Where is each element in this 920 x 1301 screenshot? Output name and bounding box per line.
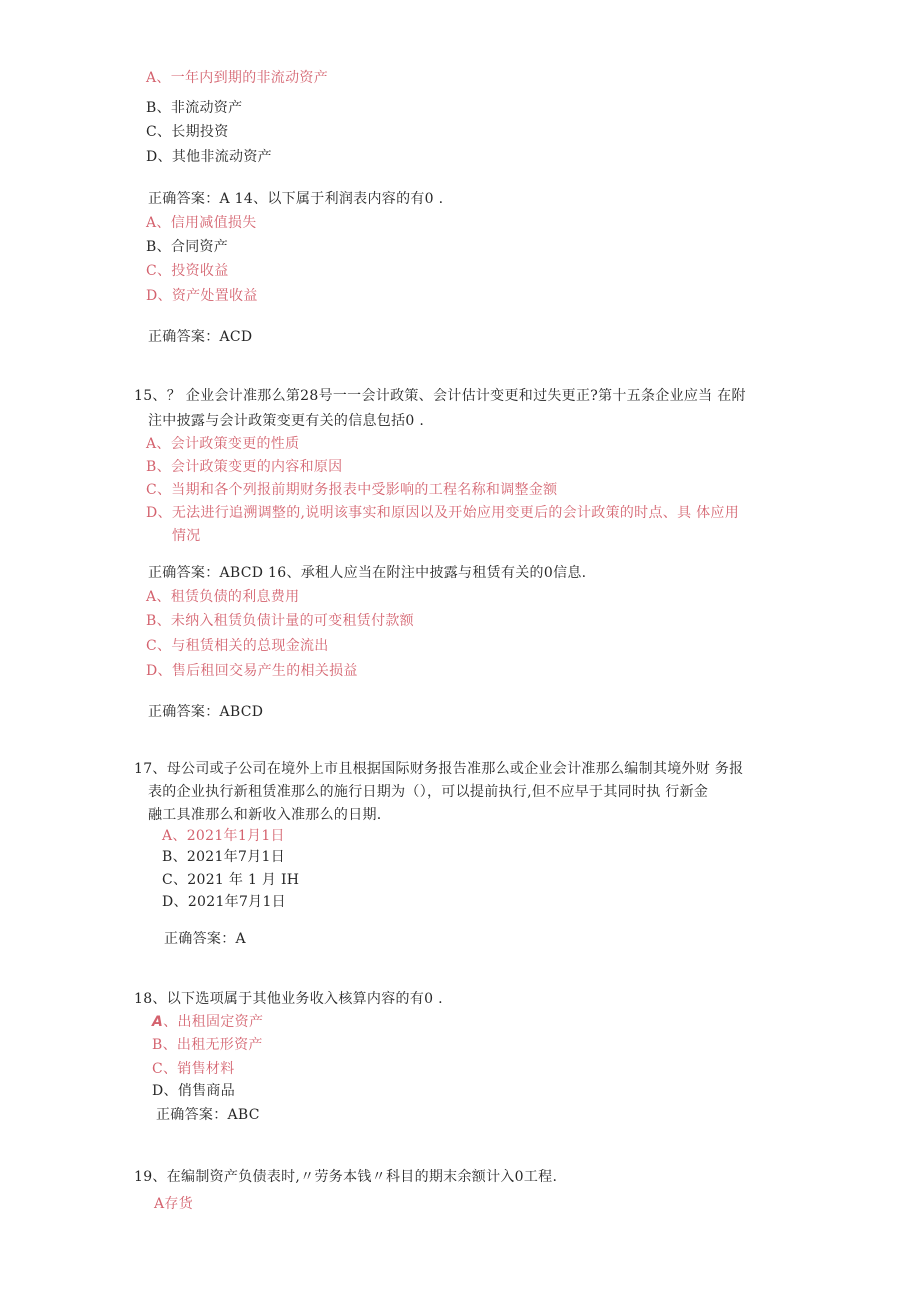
option-q17-a: A、2021年1月1日 <box>162 828 285 844</box>
option-q13-d: D、其他非流动资产 <box>146 149 272 165</box>
option-q14-b: B、合同资产 <box>146 239 229 255</box>
option-q15-d: D、无法进行追溯调整的,说明该事实和原因以及开始应用变更后的会计政策的时点、具 体应用 <box>146 505 740 521</box>
option-q19-a: A存货 <box>154 1196 194 1212</box>
question-q15-line2: 注中披露与会计政策变更有关的信息包括0 . <box>148 413 425 429</box>
option-q18-d: D、俏售商品 <box>152 1083 236 1099</box>
option-q18-a-prefix: A <box>152 1014 164 1030</box>
answer-q15-question-q16: 正确答案：ABCD 16、承租人应当在附注中披露与租赁有关的0信息. <box>148 565 587 581</box>
option-q15-d-cont: 情况 <box>172 528 201 544</box>
question-q17-line3: 融工具准那么和新收入准那么的日期. <box>148 807 382 823</box>
option-q15-a: A、会计政策变更的性质 <box>146 436 300 452</box>
option-q17-d: D、2021年7月1日 <box>162 894 286 910</box>
option-q17-b: B、2021年7月1日 <box>162 849 286 865</box>
answer-q17: 正确答案：A <box>164 931 246 947</box>
question-q15-line1: 15、？ 企业会计准那么第28号一一会计政策、会计估计变更和过失更正?第十五条企业应当 在附 <box>134 388 746 404</box>
option-q13-b: B、非流动资产 <box>146 100 243 116</box>
option-q16-b: B、未纳入租赁负债计量的可变租赁付款额 <box>146 613 414 629</box>
question-q19: 19、在编制资产负债表时,〃劳务本钱〃科目的期末余额计入0工程. <box>134 1169 558 1185</box>
option-q18-c: C、销售材料 <box>152 1061 235 1077</box>
option-q15-c: C、当期和各个列报前期财务报表中受影响的工程名称和调整金额 <box>146 482 558 498</box>
answer-q14: 正确答案：ACD <box>148 329 253 345</box>
answer-q13-question-q14: 正确答案：A 14、以下属于利润表内容的有0 . <box>148 191 444 207</box>
answer-q18: 正确答案：ABC <box>156 1107 260 1123</box>
option-q16-c: C、与租赁相关的总现金流出 <box>146 638 329 654</box>
option-q17-c: C、2021 年 1 月 IH <box>162 872 300 888</box>
option-q18-b: B、出租无形资产 <box>152 1037 263 1053</box>
answer-q16: 正确答案：ABCD <box>148 704 264 720</box>
option-q14-a: A、信用减值损失 <box>146 215 257 231</box>
question-q18: 18、以下选项属于其他业务收入核算内容的有0 . <box>134 991 443 1007</box>
question-q17-line2: 表的企业执行新租赁准那么的施行日期为（），可以提前执行,但不应早于其同时执 行新金 <box>148 784 709 800</box>
option-q16-d: D、售后租回交易产生的相关损益 <box>146 663 358 679</box>
option-q18-a <box>152 1012 263 1032</box>
option-q16-a: A、租赁负债的利息费用 <box>146 589 300 605</box>
question-q17-line1: 17、母公司或子公司在境外上市且根据国际财务报告准那么或企业会计准那么编制其境外财 务报 <box>134 761 744 777</box>
option-q14-c: C、投资收益 <box>146 263 229 279</box>
option-q13-a: A、一年内到期的非流动资产 <box>146 70 329 86</box>
option-q18-a-label: 、出租固定资产 <box>163 1014 264 1030</box>
option-q15-b: B、会计政策变更的内容和原因 <box>146 459 343 475</box>
option-q13-c: C、长期投资 <box>146 124 229 140</box>
option-q14-d: D、资产处置收益 <box>146 288 258 304</box>
